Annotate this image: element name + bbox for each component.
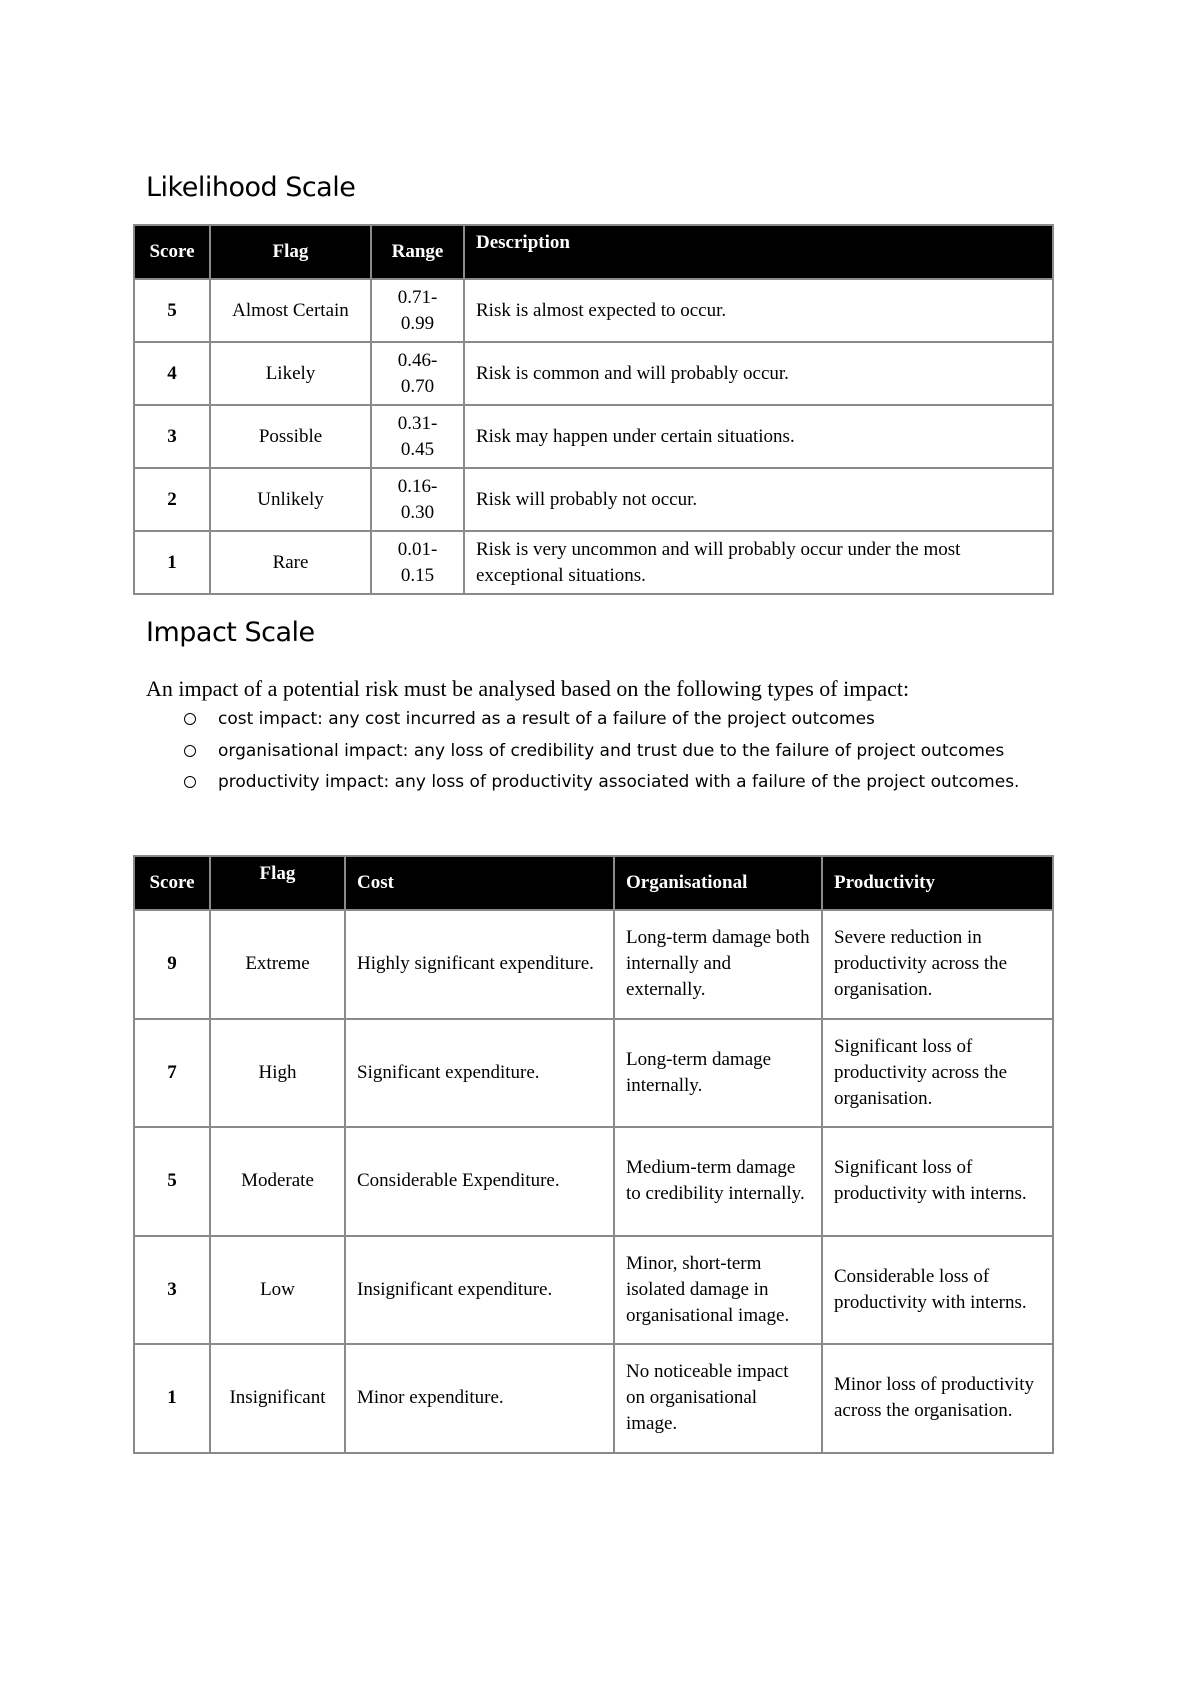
table-row	[134, 342, 1053, 405]
header-organisational: Organisational	[614, 856, 822, 910]
table-row	[134, 1236, 1053, 1345]
range-cell: 0.01-0.15	[371, 531, 464, 594]
description-cell: Risk may happen under certain situations.	[464, 405, 1053, 468]
description-cell: Risk is very uncommon and will probably occur under the most exceptional situations.	[464, 531, 1053, 594]
list-item	[184, 767, 1084, 799]
range-cell: 0.71-0.99	[371, 279, 464, 342]
cost-cell: Insignificant expenditure.	[345, 1236, 614, 1345]
list-item-text: cost impact: any cost incurred as a result of a failure of the project outcomes	[218, 709, 875, 729]
flag-cell: Moderate	[210, 1127, 345, 1236]
score-cell: 2	[134, 468, 210, 531]
flag-cell: Unlikely	[210, 468, 371, 531]
score-cell: 4	[134, 342, 210, 405]
list-item	[184, 736, 1084, 768]
list-item	[184, 704, 1084, 736]
table-header-row	[134, 856, 1053, 910]
flag-cell: Almost Certain	[210, 279, 371, 342]
impact-heading: Impact Scale	[146, 617, 315, 648]
score-cell: 9	[134, 910, 210, 1019]
organisational-cell: Minor, short-term isolated damage in organisational image.	[614, 1236, 822, 1345]
header-range: Range	[371, 225, 464, 279]
flag-cell: High	[210, 1019, 345, 1128]
table-header-row	[134, 225, 1053, 279]
flag-cell: Low	[210, 1236, 345, 1345]
list-item-text: productivity impact: any loss of productivity associated with a failure of the project outcomes.	[218, 772, 1020, 792]
description-cell: Risk is common and will probably occur.	[464, 342, 1053, 405]
score-cell: 5	[134, 279, 210, 342]
range-cell: 0.16-0.30	[371, 468, 464, 531]
description-cell: Risk is almost expected to occur.	[464, 279, 1053, 342]
header-productivity: Productivity	[822, 856, 1053, 910]
organisational-cell: Long-term damage both internally and externally.	[614, 910, 822, 1019]
header-flag: Flag	[210, 856, 345, 910]
description-cell: Risk will probably not occur.	[464, 468, 1053, 531]
table-row	[134, 279, 1053, 342]
header-score: Score	[134, 856, 210, 910]
table-row	[134, 1019, 1053, 1128]
productivity-cell: Minor loss of productivity across the organisation.	[822, 1344, 1053, 1453]
productivity-cell: Severe reduction in productivity across the organisation.	[822, 910, 1053, 1019]
table-row	[134, 468, 1053, 531]
range-cell: 0.46-0.70	[371, 342, 464, 405]
cost-cell: Significant expenditure.	[345, 1019, 614, 1128]
cost-cell: Considerable Expenditure.	[345, 1127, 614, 1236]
productivity-cell: Significant loss of productivity with interns.	[822, 1127, 1053, 1236]
hollow-circle-bullet-icon	[184, 776, 196, 788]
hollow-circle-bullet-icon	[184, 713, 196, 725]
cost-cell: Highly significant expenditure.	[345, 910, 614, 1019]
score-cell: 5	[134, 1127, 210, 1236]
productivity-cell: Considerable loss of productivity with interns.	[822, 1236, 1053, 1345]
score-cell: 3	[134, 405, 210, 468]
hollow-circle-bullet-icon	[184, 745, 196, 757]
flag-cell: Insignificant	[210, 1344, 345, 1453]
header-score: Score	[134, 225, 210, 279]
score-cell: 1	[134, 531, 210, 594]
header-cost: Cost	[345, 856, 614, 910]
flag-cell: Rare	[210, 531, 371, 594]
table-row	[134, 910, 1053, 1019]
productivity-cell: Significant loss of productivity across the organisation.	[822, 1019, 1053, 1128]
impact-table	[133, 855, 1054, 1454]
range-cell: 0.31-0.45	[371, 405, 464, 468]
table-row	[134, 1344, 1053, 1453]
organisational-cell: No noticeable impact on organisational image.	[614, 1344, 822, 1453]
table-row	[134, 531, 1053, 594]
impact-intro: An impact of a potential risk must be analysed based on the following types of impact:	[146, 676, 910, 701]
cost-cell: Minor expenditure.	[345, 1344, 614, 1453]
score-cell: 3	[134, 1236, 210, 1345]
header-flag: Flag	[210, 225, 371, 279]
impact-types-list	[184, 704, 1084, 799]
header-description: Description	[464, 225, 1053, 279]
organisational-cell: Medium-term damage to credibility internally.	[614, 1127, 822, 1236]
score-cell: 1	[134, 1344, 210, 1453]
likelihood-table	[133, 224, 1054, 595]
flag-cell: Possible	[210, 405, 371, 468]
table-row	[134, 405, 1053, 468]
list-item-text: organisational impact: any loss of credibility and trust due to the failure of project outcomes	[218, 740, 1005, 761]
table-row	[134, 1127, 1053, 1236]
likelihood-heading: Likelihood Scale	[146, 172, 356, 203]
flag-cell: Likely	[210, 342, 371, 405]
score-cell: 7	[134, 1019, 210, 1128]
flag-cell: Extreme	[210, 910, 345, 1019]
organisational-cell: Long-term damage internally.	[614, 1019, 822, 1128]
